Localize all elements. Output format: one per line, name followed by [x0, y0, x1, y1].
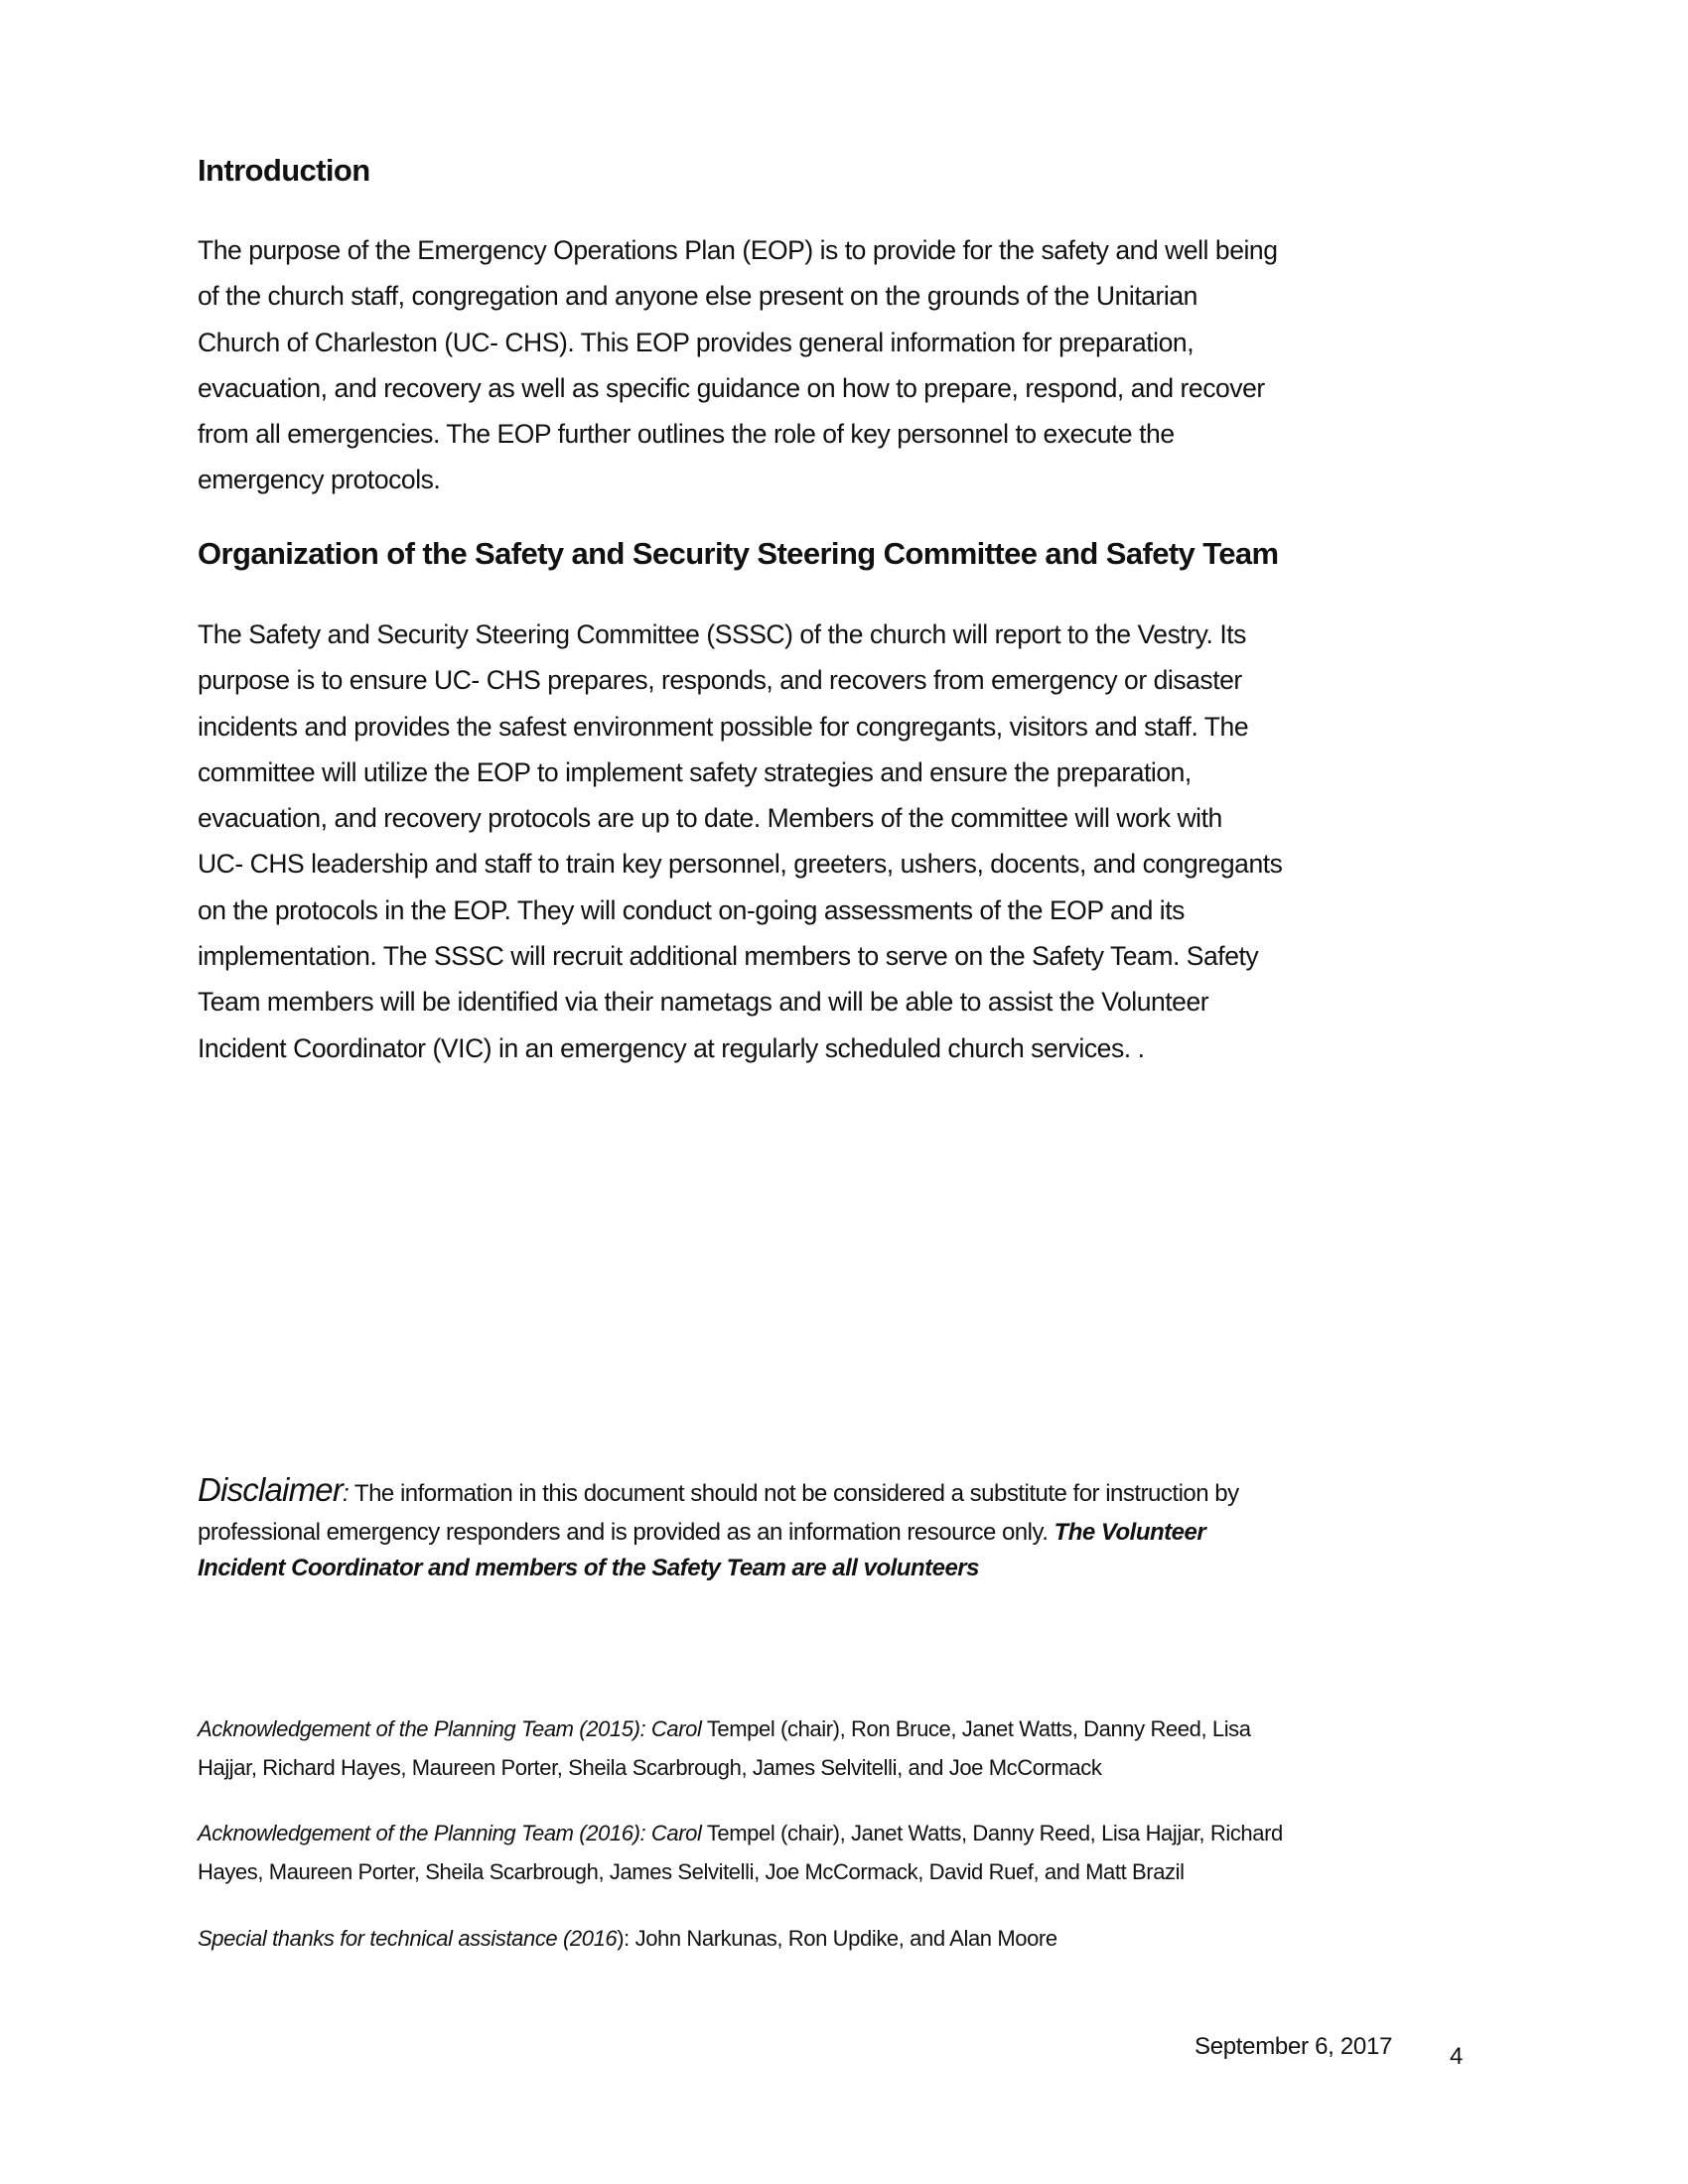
page-number: 4 [1450, 2043, 1464, 2070]
special-thanks-names: John Narkunas, Ron Updike, and Alan Moore [629, 1926, 1057, 1951]
organization-line: Incident Coordinator (VIC) in an emergency at regularly scheduled church services. . [198, 1032, 1145, 1063]
footer-date: September 6, 2017 [1195, 2033, 1393, 2060]
special-thanks-label: Special thanks for technical assistance (2016 [198, 1926, 618, 1951]
disclaimer-line-2: professional emergency responders and is provided as an information resource only. [198, 1519, 1055, 1546]
special-thanks-close: ): [617, 1926, 630, 1951]
intro-paragraph [198, 227, 1278, 503]
special-thanks [198, 1919, 1057, 1958]
intro-line: evacuation, and recovery as well as specific guidance on how to prepare, respond, and recover [198, 372, 1265, 403]
acknowledgement-2016 [198, 1814, 1283, 1891]
organization-line: Team members will be identified via their nametags and will be able to assist the Volunteer [198, 987, 1209, 1018]
disclaimer-colon: : [343, 1480, 350, 1507]
organization-line: The Safety and Security Steering Committee (SSSC) of the church will report to the Vestry. Its [198, 619, 1246, 649]
acknowledgement-label: Acknowledgement of the Planning Team (2016): Carol [198, 1821, 702, 1845]
organization-line: on the protocols in the EOP. They will conduct on-going assessments of the EOP and its [198, 894, 1185, 925]
organization-heading: Organization of the Safety and Security Steering Committee and Safety Team [198, 536, 1279, 571]
intro-heading: Introduction [198, 153, 370, 188]
organization-line: evacuation, and recovery protocols are up to date. Members of the committee will work with [198, 803, 1222, 834]
acknowledgement-label: Acknowledgement of the Planning Team (2015): Carol [198, 1716, 702, 1741]
organization-line: incidents and provides the safest environment possible for congregants, visitors and staff. The [198, 711, 1249, 742]
organization-paragraph [198, 612, 1282, 1071]
disclaimer [198, 1471, 1239, 1582]
organization-line: UC- CHS leadership and staff to train key personnel, greeters, ushers, docents, and congregants [198, 849, 1283, 880]
acknowledgement-2015 [198, 1709, 1251, 1787]
acknowledgement-names: Tempel (chair), Janet Watts, Danny Reed, Lisa Hajjar, Richard [701, 1821, 1283, 1845]
disclaimer-bold-2: Incident Coordinator and members of the Safety Team are all volunteers [198, 1555, 979, 1581]
intro-line: Church of Charleston (UC- CHS). This EOP provides general information for preparation, [198, 327, 1195, 357]
disclaimer-bold-1: The Volunteer [1054, 1519, 1206, 1546]
intro-line: The purpose of the Emergency Operations Plan (EOP) is to provide for the safety and well being [198, 235, 1278, 265]
organization-line: purpose is to ensure UC- CHS prepares, responds, and recovers from emergency or disaster [198, 665, 1242, 696]
acknowledgement-names: Hayes, Maureen Porter, Sheila Scarbrough, James Selvitelli, Joe McCormack, David Ruef, and Matt Brazil [198, 1859, 1185, 1884]
acknowledgement-names: Hajjar, Richard Hayes, Maureen Porter, Sheila Scarbrough, James Selvitelli, and Joe McCormack [198, 1755, 1102, 1780]
disclaimer-line-1: The information in this document should not be considered a substitute for instruction by [349, 1480, 1239, 1507]
disclaimer-lead: Disclaimer [198, 1471, 344, 1508]
acknowledgement-names: Tempel (chair), Ron Bruce, Janet Watts, Danny Reed, Lisa [701, 1716, 1251, 1741]
intro-line: from all emergencies. The EOP further outlines the role of key personnel to execute the [198, 419, 1175, 450]
intro-line: of the church staff, congregation and anyone else present on the grounds of the Unitarian [198, 281, 1197, 312]
organization-line: implementation. The SSSC will recruit additional members to serve on the Safety Team. Safety [198, 941, 1259, 972]
intro-line: emergency protocols. [198, 465, 441, 495]
organization-line: committee will utilize the EOP to implement safety strategies and ensure the preparation, [198, 756, 1192, 787]
